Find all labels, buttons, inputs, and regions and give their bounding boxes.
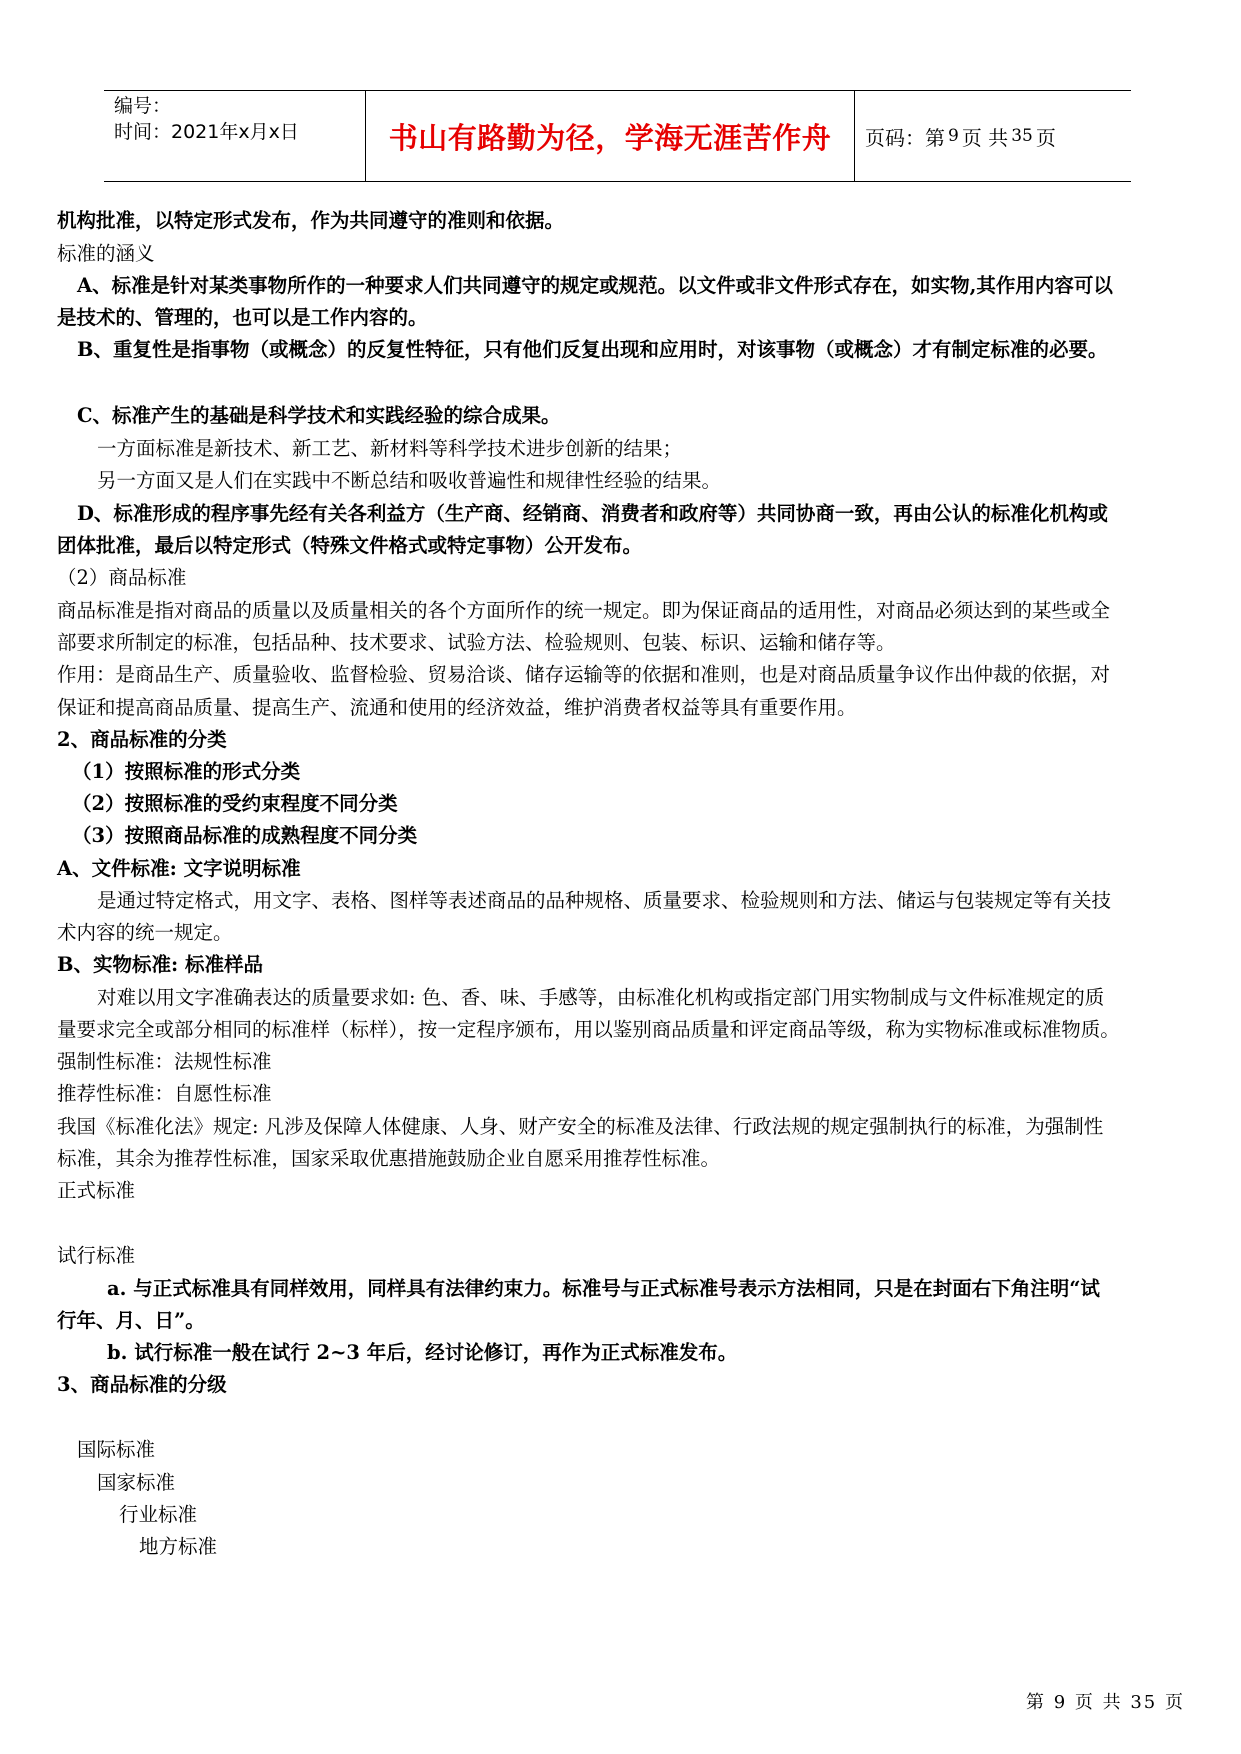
- text-line: D、标准形成的程序事先经有关各利益方（生产商、经销商、消费者和政府等）共同协商一致，再由公认的标准化机构或: [77, 502, 1108, 525]
- text-line: 强制性标准：法规性标准: [57, 1050, 272, 1073]
- text-line: 地方标准: [139, 1535, 218, 1558]
- text-line: 对难以用文字准确表达的质量要求如: 色、香、味、手感等，由标准化机构或指定部门用实物制成与文件标准规定的质: [97, 986, 1105, 1009]
- page-header: [104, 90, 1131, 182]
- page-current: 9: [948, 126, 959, 146]
- text-line: 是技术的、管理的，也可以是工作内容的。: [57, 306, 428, 329]
- text-line: A、文件标准: 文字说明标准: [57, 857, 301, 880]
- text-line: 另一方面又是人们在实践中不断总结和吸收普遍性和规律性经验的结果。: [97, 469, 722, 492]
- text-line: 团体批准，最后以特定形式（特殊文件格式或特定事物）公开发布。: [57, 534, 643, 557]
- header-meta: [104, 91, 365, 181]
- text-line: B、重复性是指事物（或概念）的反复性特征，只有他们反复出现和应用时，对该事物（或概念）才有制定标准的必要。: [77, 338, 1108, 361]
- text-line: （2）按照标准的受约束程度不同分类: [72, 792, 398, 815]
- page-prefix: 页码：第: [865, 125, 945, 150]
- text-line: 机构批准，以特定形式发布，作为共同遵守的准则和依据。: [57, 209, 565, 232]
- text-line: 3、商品标准的分级: [57, 1373, 227, 1396]
- text-line: 作用：是商品生产、质量验收、监督检验、贸易洽谈、储存运输等的依据和准则，也是对商品质量争议作出仲裁的依据，对: [57, 663, 1111, 686]
- text-line: 量要求完全或部分相同的标准样（标样），按一定程序颁布，用以鉴别商品质量和评定商品等级，称为实物标准或标准物质。: [57, 1018, 1120, 1041]
- text-line: 一方面标准是新技术、新工艺、新材料等科学技术进步创新的结果；: [97, 437, 683, 460]
- text-line: 国际标准: [77, 1438, 156, 1461]
- text-line: 是通过特定格式，用文字、表格、图样等表述商品的品种规格、质量要求、检验规则和方法、储运与包装规定等有关技: [97, 889, 1112, 912]
- text-line: 保证和提高商品质量、提高生产、流通和使用的经济效益，维护消费者权益等具有重要作用。: [57, 696, 857, 719]
- page-mid: 页 共: [961, 125, 1009, 150]
- text-line: （3）按照商品标准的成熟程度不同分类: [72, 824, 418, 847]
- page-footer: 第 9 页 共 35 页: [1026, 1692, 1185, 1713]
- text-line: 标准，其余为推荐性标准，国家采取优惠措施鼓励企业自愿采用推荐性标准。: [57, 1147, 721, 1170]
- text-line: 部要求所制定的标准，包括品种、技术要求、试验方法、检验规则、包装、标识、运输和储存等。: [57, 631, 896, 654]
- header-motto: 书山有路勤为径，学海无涯苦作舟: [365, 91, 855, 181]
- text-line: B、实物标准: 标准样品: [57, 953, 263, 976]
- page-total: 35: [1011, 126, 1033, 146]
- text-line: 术内容的统一规定。: [57, 921, 233, 944]
- text-line: 推荐性标准：自愿性标准: [57, 1082, 272, 1105]
- text-line: 国家标准: [97, 1471, 176, 1494]
- text-line: b. 试行标准一般在试行 2~3 年后，经讨论修订，再作为正式标准发布。: [107, 1341, 738, 1364]
- document-time: 时间：2021年x月x日: [114, 121, 299, 143]
- text-line: 行业标准: [119, 1503, 198, 1526]
- text-line: 标准的涵义: [57, 242, 155, 265]
- text-line: 商品标准是指对商品的质量以及质量相关的各个方面所作的统一规定。即为保证商品的适用性，对商品必须达到的某些或全: [57, 599, 1111, 622]
- text-line: 正式标准: [57, 1179, 136, 1202]
- document-number-label: 编号：: [114, 95, 172, 117]
- text-line: A、标准是针对某类事物所作的一种要求人们共同遵守的规定或规范。以文件或非文件形式存在，如实物,其作用内容可以: [77, 274, 1113, 297]
- text-line: C、标准产生的基础是科学技术和实践经验的综合成果。: [77, 404, 561, 427]
- text-line: 我国《标准化法》规定: 凡涉及保障人体健康、人身、财产安全的标准及法律、行政法规的规定强制执行的标准，为强制性: [57, 1115, 1104, 1138]
- text-line: （1）按照标准的形式分类: [72, 760, 301, 783]
- text-line: 试行标准: [57, 1244, 136, 1267]
- header-page-info: [855, 91, 1131, 181]
- text-line: 2、商品标准的分类: [57, 728, 227, 751]
- page-suffix: 页: [1035, 125, 1056, 150]
- text-line: a. 与正式标准具有同样效用，同样具有法律约束力。标准号与正式标准号表示方法相同，只是在封面右下角注明“试: [107, 1277, 1100, 1300]
- text-line: （2）商品标准: [57, 566, 187, 589]
- text-line: 行年、月、日”。: [57, 1309, 205, 1332]
